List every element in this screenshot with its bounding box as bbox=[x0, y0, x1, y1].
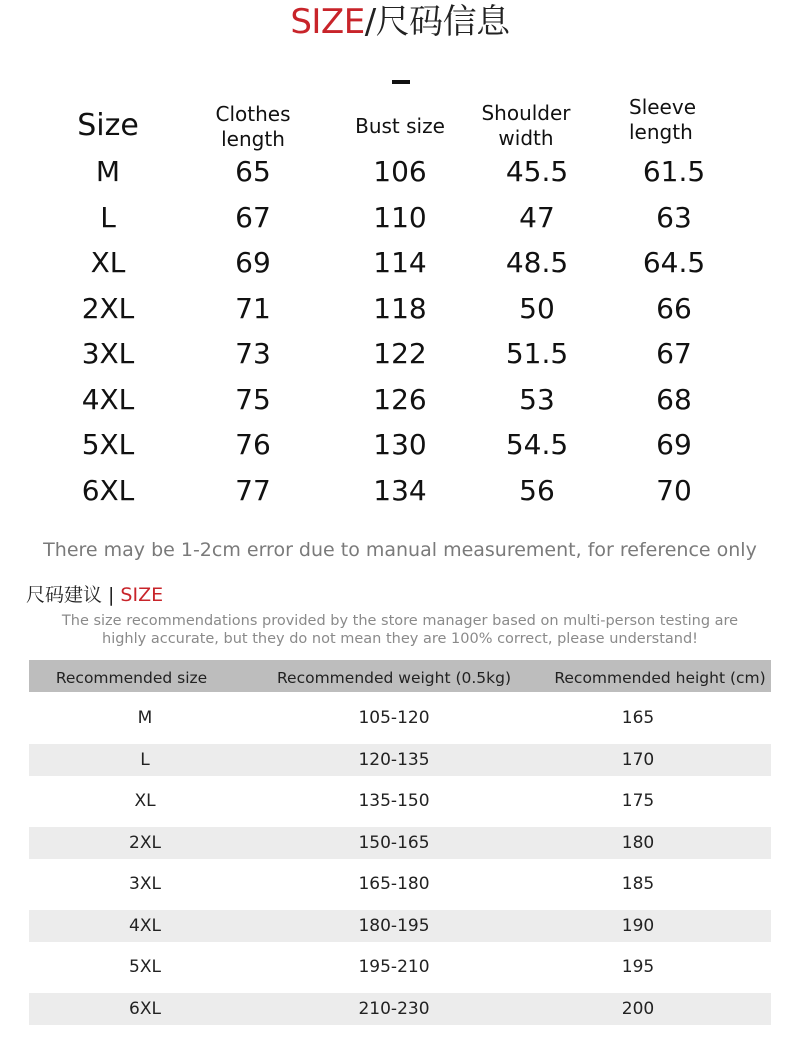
table-row bbox=[29, 702, 771, 734]
cell-bust-size: 126 bbox=[373, 383, 427, 416]
recommendation-heading-en: SIZE bbox=[120, 584, 164, 606]
cell-height: 165 bbox=[621, 708, 655, 728]
header-clothes-length bbox=[183, 102, 323, 152]
header-sleeve-length bbox=[593, 95, 733, 145]
cell-sleeve-length: 68 bbox=[656, 383, 692, 416]
cell-weight: 150-165 bbox=[358, 833, 430, 853]
cell-size: XL bbox=[134, 791, 156, 811]
table-row bbox=[0, 334, 800, 374]
recommendation-note bbox=[0, 612, 800, 648]
cell-bust-size: 106 bbox=[373, 155, 427, 188]
cell-bust-size: 122 bbox=[373, 337, 427, 370]
cell-height: 170 bbox=[621, 750, 655, 770]
cell-bust-size: 118 bbox=[373, 292, 427, 325]
cell-shoulder-width: 50 bbox=[519, 292, 555, 325]
cell-bust-size: 114 bbox=[373, 246, 427, 279]
cell-height: 175 bbox=[621, 791, 655, 811]
table-row bbox=[0, 425, 800, 465]
cell-height: 185 bbox=[621, 874, 655, 894]
cell-clothes-length: 67 bbox=[235, 201, 271, 234]
cell-sleeve-length: 66 bbox=[656, 292, 692, 325]
table-row bbox=[0, 152, 800, 192]
header-sleeve-length-line2: length bbox=[629, 120, 693, 144]
table-row bbox=[0, 198, 800, 238]
cell-sleeve-length: 69 bbox=[656, 428, 692, 461]
recommendation-heading bbox=[26, 582, 163, 608]
cell-bust-size: 134 bbox=[373, 474, 427, 507]
cell-weight: 180-195 bbox=[358, 916, 430, 936]
cell-size: 6XL bbox=[129, 999, 161, 1019]
table-row bbox=[0, 243, 800, 283]
cell-weight: 135-150 bbox=[358, 791, 430, 811]
cell-clothes-length: 73 bbox=[235, 337, 271, 370]
cell-size: 3XL bbox=[129, 874, 161, 894]
cell-size: 5XL bbox=[81, 428, 135, 461]
cell-size: 5XL bbox=[129, 957, 161, 977]
cell-bust-size: 110 bbox=[373, 201, 427, 234]
cell-shoulder-width: 48.5 bbox=[505, 246, 569, 279]
cell-size: 2XL bbox=[81, 292, 135, 325]
header-recommended-weight: Recommended weight (0.5kg) bbox=[276, 669, 512, 687]
cell-weight: 210-230 bbox=[358, 999, 430, 1019]
divider-dash bbox=[392, 80, 410, 84]
cell-weight: 165-180 bbox=[358, 874, 430, 894]
table-row bbox=[29, 744, 771, 776]
cell-size: 6XL bbox=[81, 474, 135, 507]
page-title bbox=[0, 0, 800, 48]
title-separator: / bbox=[364, 2, 376, 42]
title-cn: 尺码信息 bbox=[375, 2, 510, 42]
cell-sleeve-length: 61.5 bbox=[642, 155, 706, 188]
recommendation-heading-cn: 尺码建议 bbox=[26, 584, 103, 606]
cell-sleeve-length: 63 bbox=[656, 201, 692, 234]
cell-size: M bbox=[95, 155, 121, 188]
table-row bbox=[0, 289, 800, 329]
cell-size: 4XL bbox=[81, 383, 135, 416]
cell-height: 200 bbox=[621, 999, 655, 1019]
cell-shoulder-width: 51.5 bbox=[505, 337, 569, 370]
title-en: SIZE bbox=[290, 2, 365, 42]
cell-height: 190 bbox=[621, 916, 655, 936]
recommendation-note-line2: highly accurate, but they do not mean they are 100% correct, please understand! bbox=[102, 631, 698, 647]
cell-clothes-length: 69 bbox=[235, 246, 271, 279]
header-clothes-length-line2: length bbox=[221, 127, 285, 151]
cell-clothes-length: 75 bbox=[235, 383, 271, 416]
recommendation-heading-separator: | bbox=[108, 584, 115, 606]
cell-size: 2XL bbox=[129, 833, 161, 853]
table-row bbox=[0, 380, 800, 420]
table-row bbox=[29, 827, 771, 859]
cell-clothes-length: 77 bbox=[235, 474, 271, 507]
header-shoulder-width-line1: Shoulder bbox=[481, 101, 571, 125]
cell-size: XL bbox=[90, 246, 126, 279]
cell-clothes-length: 65 bbox=[235, 155, 271, 188]
cell-shoulder-width: 53 bbox=[519, 383, 555, 416]
header-clothes-length-line1: Clothes bbox=[215, 102, 291, 126]
cell-shoulder-width: 47 bbox=[519, 201, 555, 234]
table-row bbox=[29, 910, 771, 942]
header-recommended-height: Recommended height (cm) bbox=[554, 669, 766, 687]
cell-size: 3XL bbox=[81, 337, 135, 370]
cell-weight: 195-210 bbox=[358, 957, 430, 977]
cell-shoulder-width: 56 bbox=[519, 474, 555, 507]
header-bust-size: Bust size bbox=[355, 114, 445, 138]
cell-size: 4XL bbox=[129, 916, 161, 936]
cell-clothes-length: 76 bbox=[235, 428, 271, 461]
recommendation-note-line1: The size recommendations provided by the store manager based on multi-person testing are bbox=[61, 613, 739, 629]
table-row bbox=[29, 785, 771, 817]
cell-bust-size: 130 bbox=[373, 428, 427, 461]
cell-size: L bbox=[100, 201, 116, 234]
table-row bbox=[29, 993, 771, 1025]
cell-size: L bbox=[140, 750, 150, 770]
cell-sleeve-length: 67 bbox=[656, 337, 692, 370]
header-size: Size bbox=[77, 108, 139, 143]
cell-sleeve-length: 64.5 bbox=[642, 246, 706, 279]
cell-height: 180 bbox=[621, 833, 655, 853]
header-shoulder-width-line2: width bbox=[498, 126, 554, 150]
cell-weight: 105-120 bbox=[358, 708, 430, 728]
cell-height: 195 bbox=[621, 957, 655, 977]
header-sleeve-length-line1: Sleeve bbox=[629, 95, 697, 119]
cell-size: M bbox=[137, 708, 153, 728]
table-header bbox=[29, 660, 771, 692]
cell-shoulder-width: 54.5 bbox=[505, 428, 569, 461]
cell-clothes-length: 71 bbox=[235, 292, 271, 325]
table-row bbox=[0, 471, 800, 511]
header-shoulder-width bbox=[456, 101, 596, 151]
table-row bbox=[29, 868, 771, 900]
cell-shoulder-width: 45.5 bbox=[505, 155, 569, 188]
cell-sleeve-length: 70 bbox=[656, 474, 692, 507]
table-row bbox=[29, 951, 771, 983]
header-recommended-size: Recommended size bbox=[55, 669, 208, 687]
measurement-note: There may be 1-2cm error due to manual measurement, for reference only bbox=[43, 539, 757, 561]
cell-weight: 120-135 bbox=[358, 750, 430, 770]
